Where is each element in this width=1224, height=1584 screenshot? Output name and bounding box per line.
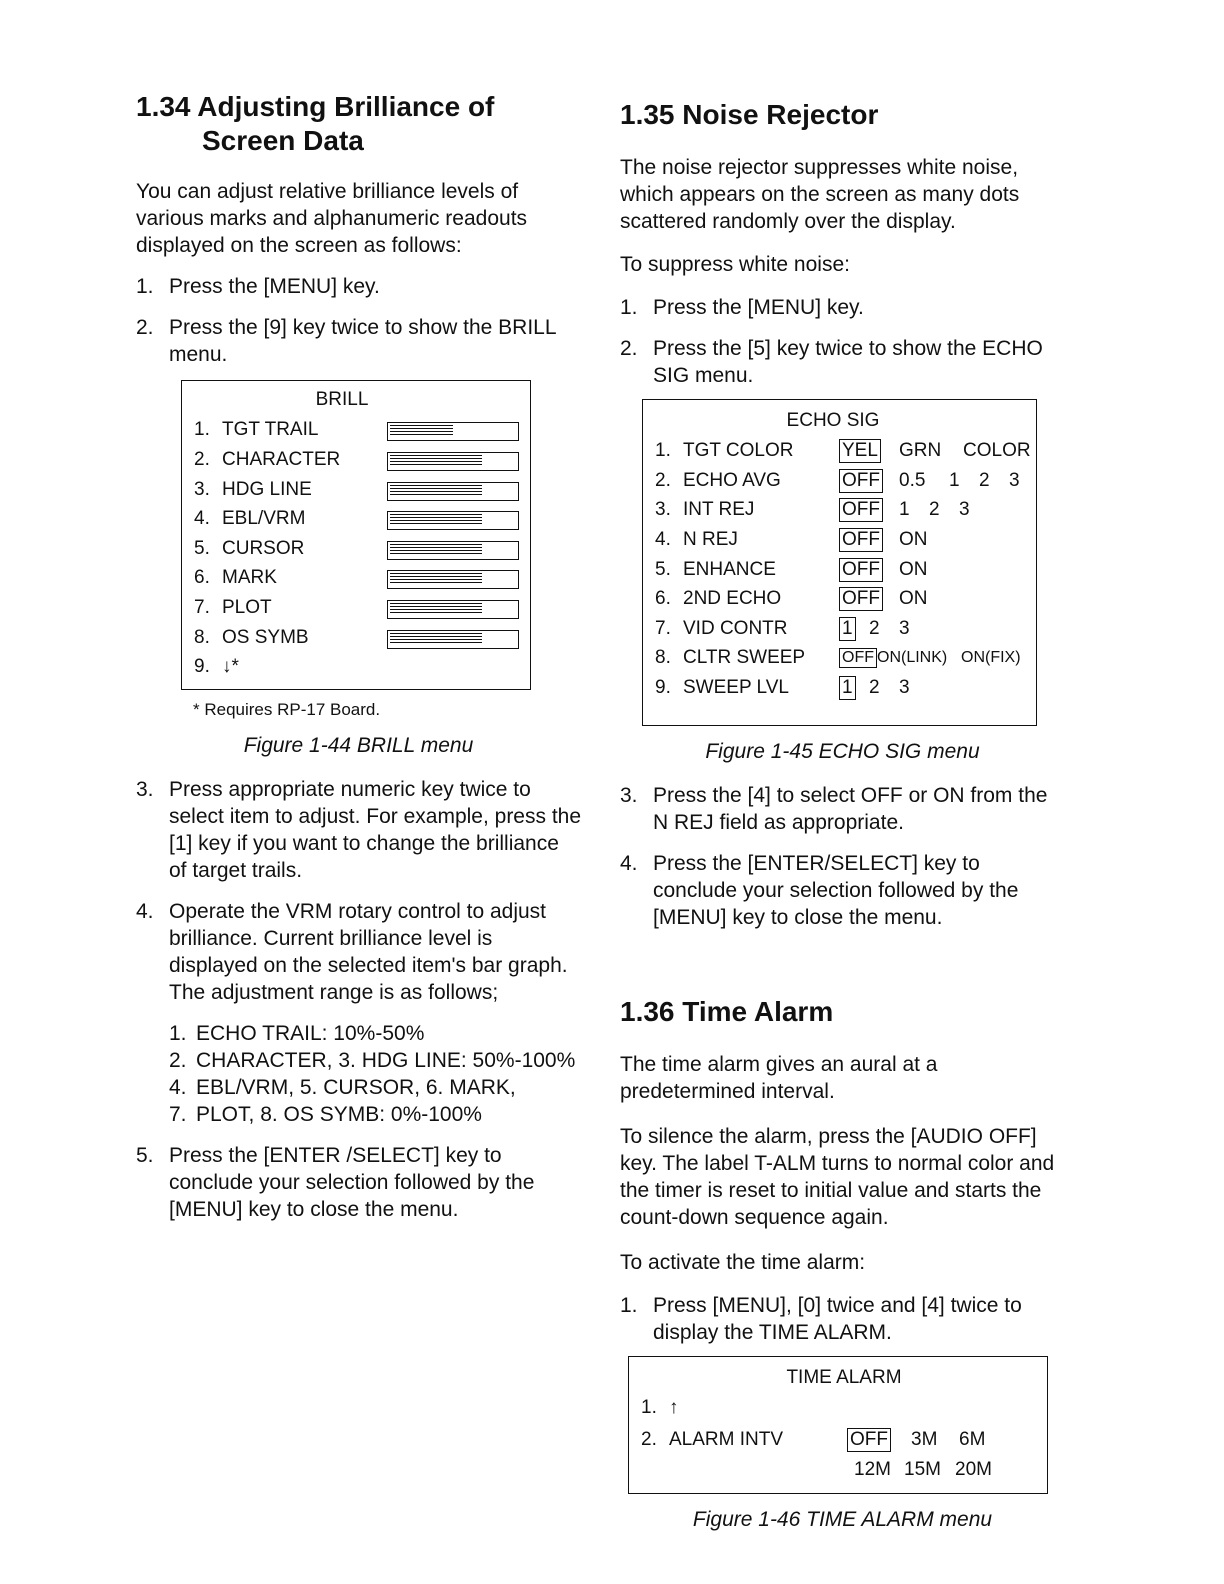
brilliance-bar-fill xyxy=(390,544,482,556)
brilliance-bar xyxy=(387,452,519,471)
brill-item: 1. TGT TRAIL xyxy=(194,419,319,441)
echo-sig-item: 1. TGT COLOR xyxy=(655,440,794,462)
step-item: 3. Press appropriate numeric key twice to select item to adjust. For example, press the [1] key if you want to change the brilliance of target trails. xyxy=(136,778,582,883)
brilliance-bar-fill xyxy=(390,573,482,585)
intro-text: The noise rejector suppresses white noise, which appears on the screen as many dots scattered randomly over the display. xyxy=(620,156,1020,234)
right-column xyxy=(620,90,1065,1532)
menu-option: 12M xyxy=(854,1459,891,1481)
brill-menu-title: BRILL xyxy=(315,389,369,411)
intro-text: The time alarm gives an aural at a predetermined interval. xyxy=(620,1053,938,1104)
brill-item: 8. OS SYMB xyxy=(194,626,309,648)
selected-option: OFF xyxy=(839,558,883,582)
section-heading-1-36: 1.36 Time Alarm xyxy=(620,996,834,1028)
brilliance-bar-fill xyxy=(390,514,482,526)
menu-option: 2 xyxy=(869,676,880,698)
menu-option: 0.5 xyxy=(899,469,926,491)
echo-sig-item: 3. INT REJ xyxy=(655,499,755,521)
brilliance-bar-fill xyxy=(390,633,482,645)
menu-option: ON(FIX) xyxy=(961,649,1021,667)
echo-sig-item: 6. 2ND ECHO xyxy=(655,588,782,610)
menu-option: 20M xyxy=(955,1459,992,1481)
brill-item: 4. EBL/VRM xyxy=(194,508,306,530)
echo-sig-item: 8. CLTR SWEEP xyxy=(655,647,806,669)
figure-caption: Figure 1-46 TIME ALARM menu xyxy=(692,1508,993,1532)
brill-item: 3. HDG LINE xyxy=(194,478,312,500)
time-alarm-menu-title: TIME ALARM xyxy=(786,1367,902,1389)
step-item: 2. Press the [5] key twice to show the ECHO SIG menu. xyxy=(620,337,1043,388)
left-column xyxy=(136,90,581,1223)
menu-option: 2 xyxy=(929,499,940,521)
brill-item: 9. ↓* xyxy=(194,656,239,678)
selected-option: OFF xyxy=(839,587,883,611)
step-item: 1. Press the [MENU] key. xyxy=(136,275,380,299)
selected-option: OFF xyxy=(839,528,883,552)
brilliance-bar xyxy=(387,482,519,501)
section-heading-1-35: 1.35 Noise Rejector xyxy=(620,99,879,130)
menu-option: 3 xyxy=(899,617,910,639)
menu-option: 3 xyxy=(959,499,970,521)
selected-option: YEL xyxy=(839,439,881,463)
steps-list xyxy=(136,273,581,368)
echo-sig-item: 9. SWEEP LVL xyxy=(655,676,789,698)
step-item: 5. Press the [ENTER /SELECT] key to conclude your selection followed by the [MENU] key to close the menu. xyxy=(136,1144,535,1222)
up-arrow-icon: ↑ xyxy=(669,1397,679,1419)
brilliance-bar xyxy=(387,511,519,530)
menu-option: 3M xyxy=(911,1429,938,1451)
steps-list xyxy=(620,294,1065,389)
brilliance-bar xyxy=(387,422,519,441)
menu-option: 2 xyxy=(979,469,990,491)
step-item: 4. Press the [ENTER/SELECT] key to conclude your selection followed by the [MENU] key to close the menu. xyxy=(620,852,1019,930)
range-item: 1. ECHO TRAIL: 10%-50% xyxy=(169,1022,425,1046)
menu-option: COLOR xyxy=(963,440,1031,462)
intro-text: You can adjust relative brilliance levels of various marks and alphanumeric readouts displayed on the screen as follows: xyxy=(136,180,528,258)
range-item: 2. CHARACTER, 3. HDG LINE: 50%-100% xyxy=(169,1049,576,1073)
selected-option: OFF xyxy=(839,648,877,668)
menu-option: 1 xyxy=(949,469,960,491)
menu-option: ON xyxy=(899,558,928,580)
selected-option: OFF xyxy=(847,1428,891,1452)
brilliance-bar-fill xyxy=(390,603,482,615)
step-item: 4. Operate the VRM rotary control to adjust brilliance. Current brilliance level is displayed on the selected item's bar graph. The adjustment range is as follows; xyxy=(136,900,568,1005)
menu-option: ON xyxy=(899,588,928,610)
echo-sig-item: 4. N REJ xyxy=(655,528,738,550)
menu-option: 15M xyxy=(904,1459,941,1481)
figure-caption: Figure 1-44 BRILL menu xyxy=(243,734,474,758)
menu-row: 1. ↑ xyxy=(641,1397,679,1419)
range-item: 4. EBL/VRM, 5. CURSOR, 6. MARK, xyxy=(169,1076,516,1100)
instruction-text: To silence the alarm, press the [AUDIO OFF] key. The label T-ALM turns to normal color and the timer is reset to initial value and starts the count-down sequence again. xyxy=(620,1125,1055,1230)
menu-option: 3 xyxy=(1009,469,1020,491)
brill-item: 6. MARK xyxy=(194,567,277,589)
footnote: * Requires RP-17 Board. xyxy=(193,700,381,720)
step-item: 3. Press the [4] to select OFF or ON from the N REJ field as appropriate. xyxy=(620,784,1048,835)
menu-row: 2. ALARM INTV xyxy=(641,1429,784,1451)
brilliance-bar-fill xyxy=(390,425,453,437)
menu-option: 1 xyxy=(899,499,910,521)
instruction-text: To activate the time alarm: xyxy=(620,1251,866,1275)
menu-option: 2 xyxy=(869,617,880,639)
echo-sig-item: 7. VID CONTR xyxy=(655,617,788,639)
menu-option: GRN xyxy=(899,440,942,462)
echo-sig-item: 2. ECHO AVG xyxy=(655,469,781,491)
figure-caption: Figure 1-45 ECHO SIG menu xyxy=(705,740,980,764)
steps-list xyxy=(620,782,1065,931)
menu-option: 3 xyxy=(899,676,910,698)
brilliance-bar xyxy=(387,630,519,649)
selected-option: 1 xyxy=(839,676,856,700)
selected-option: 1 xyxy=(839,617,856,641)
instruction-text: To suppress white noise: xyxy=(620,253,850,277)
brill-menu xyxy=(181,380,531,690)
brilliance-bar xyxy=(387,541,519,560)
brill-item: 2. CHARACTER xyxy=(194,448,341,470)
step-item: 1. Press [MENU], [0] twice and [4] twice to display the TIME ALARM. xyxy=(620,1294,1022,1345)
brilliance-bar-fill xyxy=(390,455,482,467)
echo-sig-menu-title: ECHO SIG xyxy=(786,410,880,432)
brill-item: 7. PLOT xyxy=(194,596,272,618)
steps-list xyxy=(136,776,581,1006)
brilliance-bar xyxy=(387,600,519,619)
range-item: 7. PLOT, 8. OS SYMB: 0%-100% xyxy=(169,1103,482,1127)
time-alarm-menu xyxy=(628,1356,1048,1494)
brilliance-bar-fill xyxy=(390,485,482,497)
menu-option: 6M xyxy=(959,1429,986,1451)
step-item: 1. Press the [MENU] key. xyxy=(620,296,864,320)
selected-option: OFF xyxy=(839,498,883,522)
range-list xyxy=(136,1020,581,1128)
brilliance-bar xyxy=(387,570,519,589)
section-heading-1-34: 1.34 Adjusting Brilliance of Screen Data xyxy=(136,91,495,157)
echo-sig-item: 5. ENHANCE xyxy=(655,558,776,580)
step-item: 2. Press the [9] key twice to show the BRILL menu. xyxy=(136,316,556,367)
menu-option: ON(LINK) xyxy=(877,649,948,667)
selected-option: OFF xyxy=(839,469,883,493)
brill-item: 5. CURSOR xyxy=(194,537,305,559)
echo-sig-menu xyxy=(642,399,1037,726)
menu-option: ON xyxy=(899,528,928,550)
